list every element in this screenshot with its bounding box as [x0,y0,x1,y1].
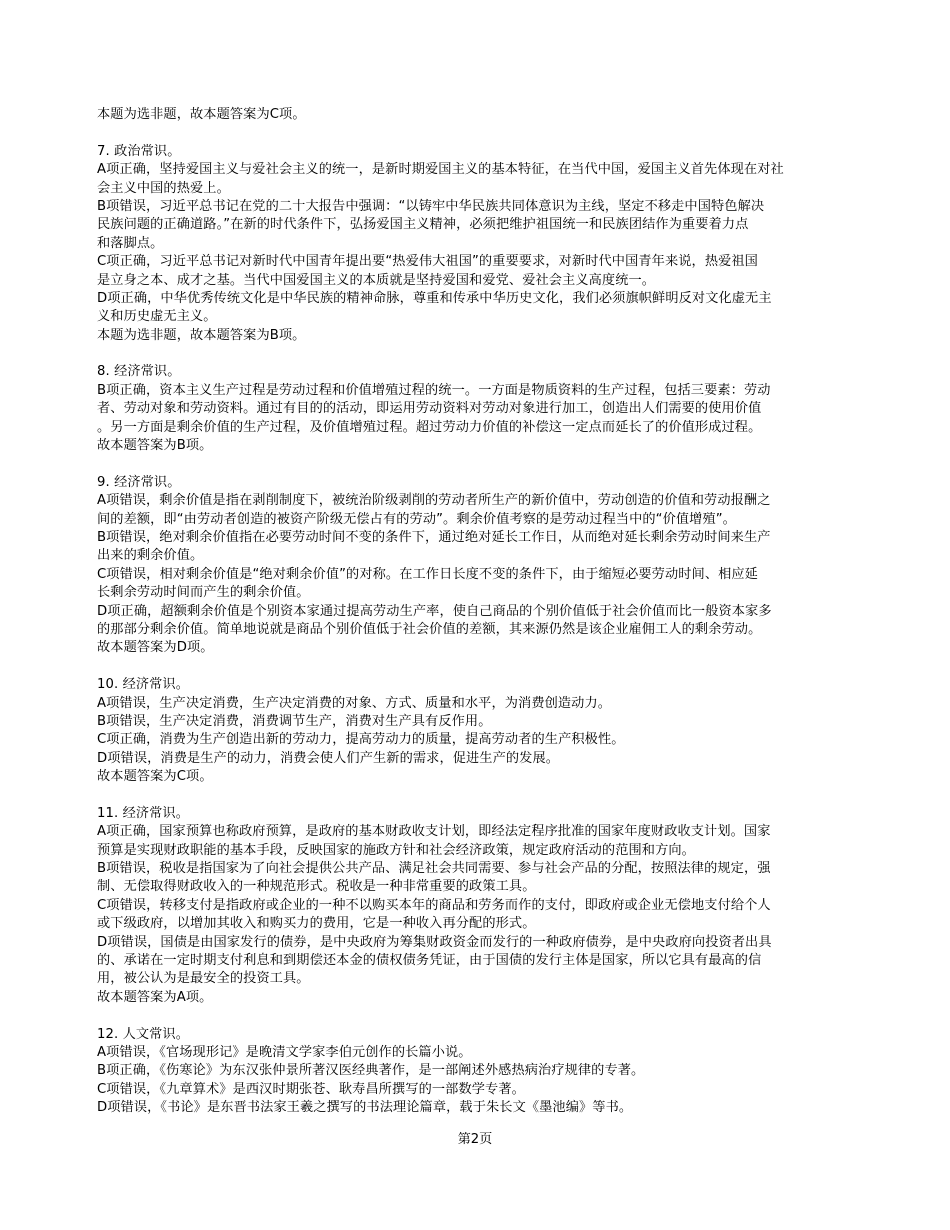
spacer [97,658,897,676]
text-line: A项错误，《官场现形记》是晚清文学家李伯元创作的长篇小说。 [97,1044,472,1060]
text-line: B项错误，生产决定消费，消费调节生产，消费对生产具有反作用。 [97,713,492,729]
text-line: A项错误，生产决定消费，生产决定消费的对象、方式、质量和水平，为消费创造动力。 [97,695,612,711]
spacer [97,1007,897,1025]
section-title: 11. 经济常识。 [97,805,190,821]
text-line: 制、无偿取得财政收入的一种规范形式。税收是一种非常重要的政策工具。 [97,879,536,895]
page-number: 第2页 [457,1132,493,1147]
answer-line: 故本题答案为C项。 [97,769,213,785]
text-line: 出来的剩余价值。 [97,548,204,564]
answer-line: 本题为选非题，故本题答案为B项。 [97,327,306,343]
question-section-10 [97,676,897,786]
text-line: C项正确，习近平总书记对新时代中国青年提出要“热爱伟大祖国”的重要要求，对新时代中国青年来说，热爱祖国 [97,254,758,270]
text-line: B项正确，《伤寒论》为东汉张仲景所著汉医经典著作，是一部阐述外感热病治疗规律的专著。 [97,1063,645,1079]
text-line: A项正确，国家预算也称政府预算，是政府的基本财政收支计划，即经法定程序批准的国家年度财政收支计划。国家 [97,824,771,840]
spacer [97,455,897,473]
text-line: 预算是实现财政职能的基本手段，反映国家的施政方针和社会经济政策，规定政府活动的范围和方向。 [97,842,695,858]
answer-line: 故本题答案为A项。 [97,989,213,1005]
text-line: C项错误，转移支付是指政府或企业的一种不以购买本年的商品和劳务而作的支付，即政府或企业无偿地支付给个人 [97,897,771,913]
text-line: 的那部分剩余价值。简单地说就是商品个别价值低于社会价值的差额，其来源仍然是该企业雇佣工人的剩余劳动。 [97,621,762,637]
question-section-8 [97,363,897,455]
text-line: B项错误，税收是指国家为了向社会提供公共产品、满足社会共同需要、参与社会产品的分配，按照法律的规定，强 [97,861,771,877]
text-line: D项错误，《书论》是东晋书法家王羲之撰写的书法理论篇章，载于朱长文《墨池编》等书。 [97,1100,633,1116]
text-line: C项错误，《九章算术》是西汉时期张苍、耿寿昌所撰写的一部数学专著。 [97,1081,525,1097]
document-body [97,106,897,1117]
text-line: 者、劳动对象和劳动资料。通过有目的的活动，即运用劳动资料对劳动对象进行加工，创造出人们需要的使用价值 [97,401,762,417]
text-line: 和落脚点。 [97,235,164,251]
text-line: A项错误，剩余价值是指在剥削制度下，被统治阶级剥削的劳动者所生产的新价值中，劳动创造的价值和劳动报酬之 [97,493,771,509]
section-title: 12. 人文常识。 [97,1026,190,1042]
text-line: 长剩余劳动时间而产生的剩余价值。 [97,585,310,601]
text-line: A项正确，坚持爱国主义与爱社会主义的统一，是新时期爱国主义的基本特征，在当代中国，爱国主义首先体现在对社 [97,162,784,178]
text-line: D项错误，国债是由国家发行的债券，是中央政府为筹集财政资金而发行的一种政府债券，是中央政府向投资者出具 [97,934,772,950]
answer-line: 故本题答案为B项。 [97,438,213,454]
text-line: B项错误，绝对剩余价值指在必要劳动时间不变的条件下，通过绝对延长工作日，从而绝对延长剩余劳动时间来生产 [97,529,771,545]
text-line: D项错误，消费是生产的动力，消费会使人们产生新的需求，促进生产的发展。 [97,750,560,766]
text-line: 。另一方面是剩余价值的生产过程，及价值增殖过程。超过劳动力价值的补偿这一定点而延长了的价值形成过程。 [97,419,762,435]
section-title: 10. 经济常识。 [97,677,190,693]
text-line: B项正确，资本主义生产过程是劳动过程和价值增殖过程的统一。一方面是物质资料的生产过程，包括三要素：劳动 [97,382,771,398]
text-line: 民族问题的正确道路。”在新的时代条件下，弘扬爱国主义精神，必须把维护祖国统一和民族团结作为重要着力点 [97,217,749,233]
question-section-9 [97,474,897,658]
spacer [97,786,897,804]
text-line: 的、承诺在一定时期支付利息和到期偿还本金的债权债务凭证，由于国债的发行主体是国家，所以它具有最高的信 [97,952,762,968]
question-section-12 [97,1026,897,1118]
text-line: 用，被公认为是最安全的投资工具。 [97,971,310,987]
text-line: C项错误，相对剩余价值是“绝对剩余价值”的对称。在工作日长度不变的条件下，由于缩短必要劳动时间、相应延 [97,566,758,582]
text-line: D项正确，中华优秀传统文化是中华民族的精神命脉，尊重和传承中华历史文化，我们必须旗帜鲜明反对文化虚无主 [97,290,772,306]
text-line: C项正确，消费为生产创造出新的劳动力，提高劳动力的质量，提高劳动者的生产积极性。 [97,732,625,748]
question-section-7 [97,143,897,345]
answer-line: 故本题答案为D项。 [97,640,214,656]
question-section-11 [97,805,897,1007]
section-title: 8. 经济常识。 [97,364,181,380]
text-line: 或下级政府，以增加其收入和购买力的费用，它是一种收入再分配的形式。 [97,916,536,932]
text-line: 会主义中国的热爱上。 [97,180,230,196]
text-line: 间的差额，即“由劳动者创造的被资产阶级无偿占有的劳动”。剩余价值考察的是劳动过程当中的“价值增殖”。 [97,511,736,527]
section-title: 7. 政治常识。 [97,143,181,159]
spacer [97,345,897,363]
spacer [97,124,897,142]
text-line: 是立身之本、成才之基。当代中国爱国主义的本质就是坚持爱国和爱党、爱社会主义高度统一。 [97,272,656,288]
text-line: D项正确，超额剩余价值是个别资本家通过提高劳动生产率，使自己商品的个别价值低于社会价值而比一般资本家多 [97,603,772,619]
text-line: B项错误，习近平总书记在党的二十大报告中强调：“以铸牢中华民族共同体意识为主线，坚定不移走中国特色解决 [97,198,765,214]
text-line: 义和历史虚无主义。 [97,309,217,325]
intro-answer-line: 本题为选非题，故本题答案为C项。 [97,107,306,122]
section-title: 9. 经济常识。 [97,474,181,490]
